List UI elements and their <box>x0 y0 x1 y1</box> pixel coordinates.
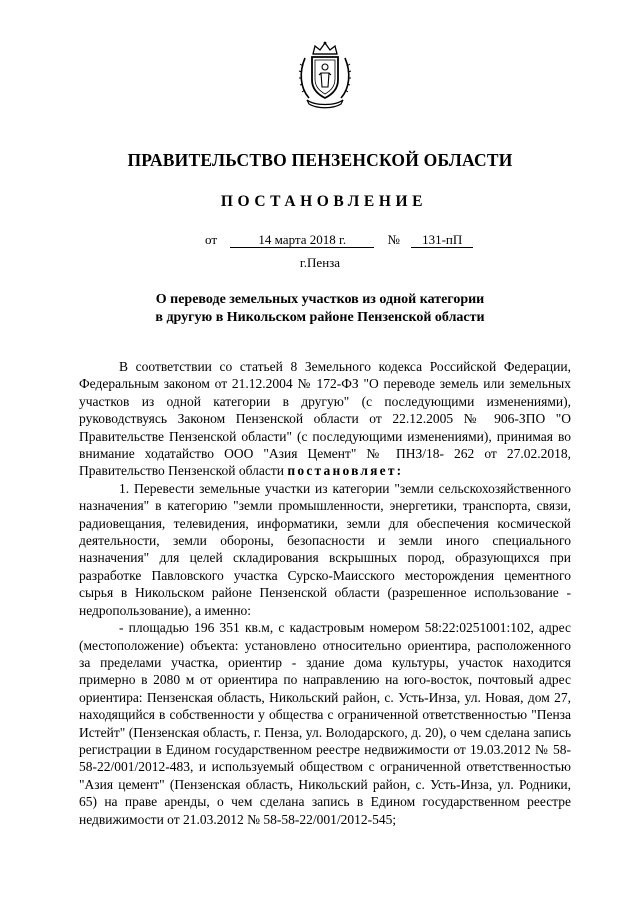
document-subject <box>0 291 640 327</box>
decree-word: постановляет: <box>287 463 404 479</box>
intro-text: В соответствии со статьей 8 Земельного кодекса Российской Федерации, Федеральным законом от 21.12.2004 № 172-ФЗ "О переводе земель или земельных участков из одной категории в другую" (с последующими изменениями), руководствуясь Законом Пензенской области от 22.12.2005 № 906-ЗПО "О Правительстве Пензенской области" (с последующими изменениями), принимая во внимание ходатайство ООО "Азия Цемент" № ПНЗ/18- 262 от 27.02.2018, Правительство Пензенской области <box>79 359 571 479</box>
document-body <box>79 358 571 828</box>
city-name: г.Пенза <box>299 255 341 270</box>
date-prefix: от <box>205 232 218 247</box>
document-type-title: ПОСТАНОВЛЕНИЕ <box>220 193 428 210</box>
document-number: 131-пП <box>411 233 473 248</box>
document-date: 14 марта 2018 г. <box>230 233 374 248</box>
date-number-line <box>205 232 473 248</box>
subject-line-2: в другую в Никольском районе Пензенской области <box>155 310 485 325</box>
government-title: ПРАВИТЕЛЬСТВО ПЕНЗЕНСКОЙ ОБЛАСТИ <box>127 150 513 170</box>
subject-line-1: О переводе земельных участков из одной категории <box>155 292 485 307</box>
number-prefix: № <box>387 232 400 247</box>
item-1-paragraph: 1. Перевести земельные участки из категории "земли сельскохозяйственного назначения" в категорию "земли промышленности, энергетики, транспорта, связи, радиовещания, телевидения, информатики, земли для обеспечения космической деятельности, земли обороны, безопасности и земли иного специального назначения" для целей складирования вскрышных пород, образующихся при разработке Павловского участка Сурско-Маисского месторождения цементного сырья в Никольском районе Пензенской области (разрешенное использование - недропользование), а именно: <box>79 480 571 618</box>
item-1a-paragraph: - площадью 196 351 кв.м, с кадастровым номером 58:22:0251001:102, адрес (местоположение) объекта: установлено относительно ориентира, расположенного за пределами участка, ориентир - здание дома культуры, участок находится примерно в 2080 м от ориентира по направлению на юго-восток, почтовый адрес ориентира: Пензенская область, Никольский район, с. Усть-Инза, ул. Новая, дом 27, находящийся в собственности у общества с ограниченной ответственностью "Пенза Истейт" (Пензенская область, г. Пенза, ул. Володарского, д. 20), о чем сделана запись регистрации в Едином государственном реестре недвижимости от 19.03.2012 № 58-58-22/001/2012-483, и используемый обществом с ограниченной ответственностью "Азия цемент" (Пензенская область, Никольский район, с. Усть-Инза, ул. Родники, 65) на праве аренды, о чем сделана запись в Едином государственном реестре недвижимости от 21.03.2012 № 58-58-22/001/2012-545; <box>79 620 571 827</box>
intro-paragraph <box>79 358 571 480</box>
coat-of-arms-emblem <box>295 40 355 110</box>
